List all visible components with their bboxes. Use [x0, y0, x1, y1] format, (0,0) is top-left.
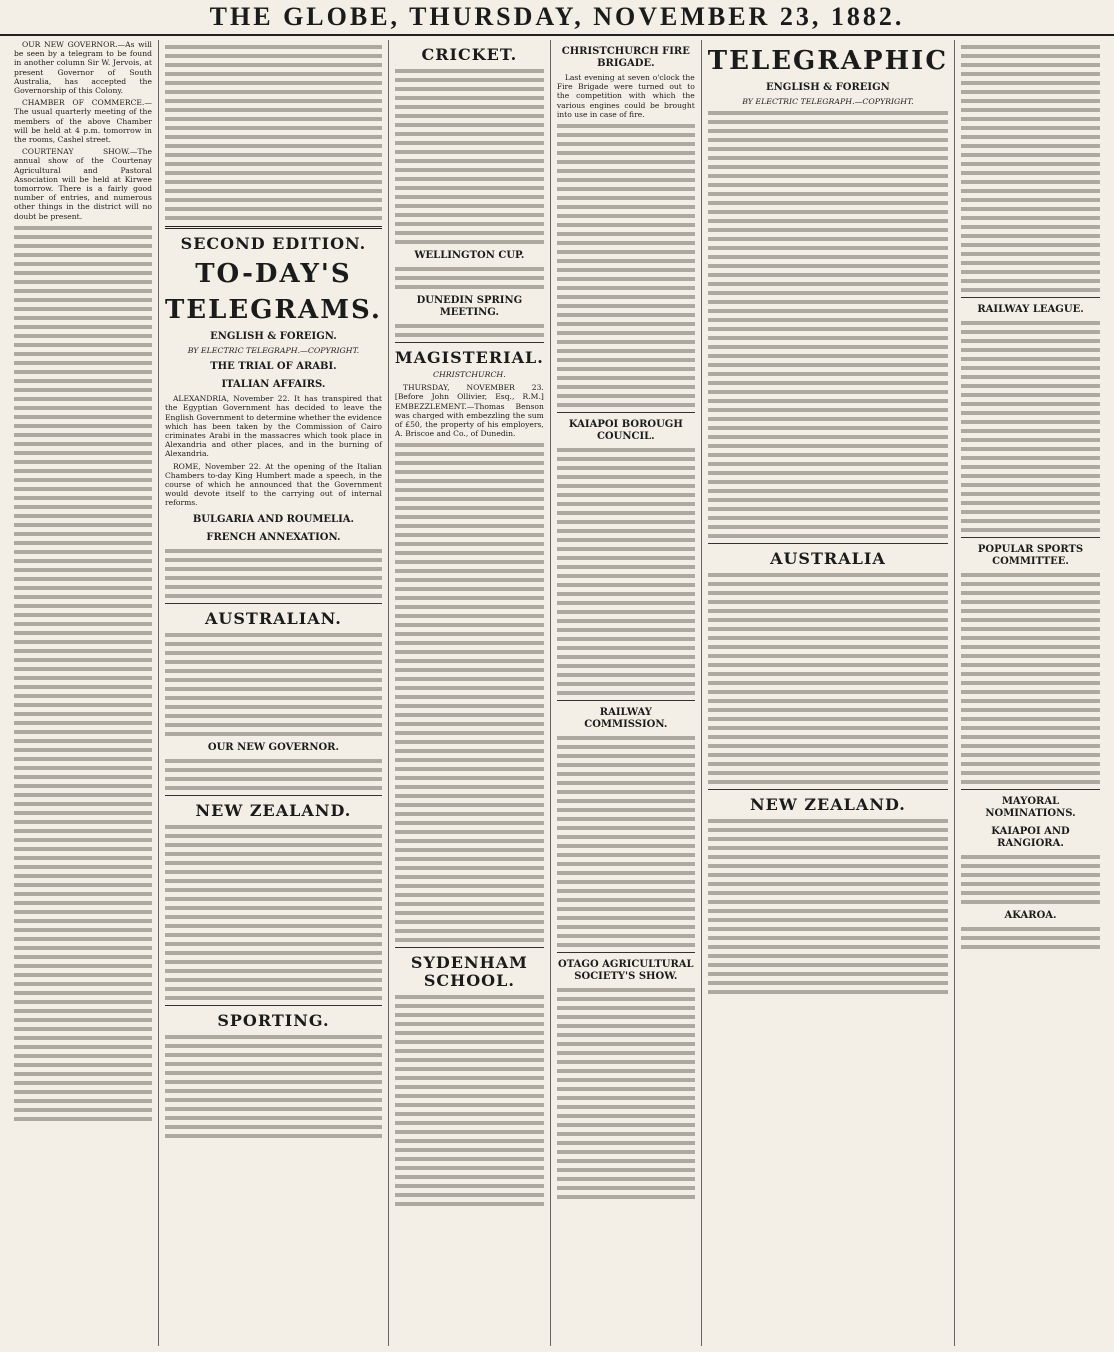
divider	[557, 412, 695, 413]
column-6	[955, 40, 1106, 1346]
divider	[165, 1005, 382, 1006]
divider	[165, 795, 382, 796]
body-text-block	[165, 633, 382, 736]
dateline: BY ELECTRIC TELEGRAPH.—COPYRIGHT.	[742, 97, 914, 106]
dateline: BY ELECTRIC TELEGRAPH.—COPYRIGHT.	[187, 346, 360, 355]
body-text-block	[165, 45, 382, 220]
section-heading-sydenham: SYDENHAM SCHOOL.	[410, 953, 528, 991]
article-paragraph: CHAMBER OF COMMERCE.—The usual quarterly meeting of the members of the above Chamber will be held at 4 p.m. tomorrow in the rooms, Cashel street.	[14, 98, 152, 145]
headline-popular-sports: POPULAR SPORTS COMMITTEE.	[977, 544, 1084, 567]
headline-akaroa: AKAROA.	[1004, 910, 1057, 921]
body-text-block	[165, 759, 382, 790]
body-text-block	[961, 573, 1100, 784]
page-columns	[8, 40, 1106, 1346]
headline-new-governor: OUR NEW GOVERNOR.	[207, 741, 339, 753]
divider	[708, 543, 948, 544]
section-heading-todays: TO-DAY'S	[195, 259, 352, 289]
article-paragraph: THURSDAY, NOVEMBER 23. [Before John Ollivier, Esq., R.M.] EMBEZZLEMENT.—Thomas Benson was charged with embezzling the sum of £50, the property of his employers, A. Briscoe and Co., of Dunedin.	[394, 383, 544, 439]
section-heading-new-zealand: NEW ZEALAND.	[750, 795, 906, 815]
headline-railway-league: RAILWAY LEAGUE.	[977, 304, 1084, 315]
column-4	[551, 40, 702, 1346]
divider	[165, 226, 382, 229]
body-text-block	[165, 549, 382, 598]
divider	[165, 603, 382, 604]
body-text-block	[557, 736, 695, 947]
body-text-block	[961, 855, 1100, 904]
headline-italian: ITALIAN AFFAIRS.	[221, 379, 326, 391]
headline-railway-commission: RAILWAY COMMISSION.	[584, 707, 668, 731]
newspaper-title: THE GLOBE, THURSDAY, NOVEMBER 23, 1882.	[209, 2, 905, 31]
headline-trial: THE TRIAL OF ARABI.	[210, 361, 337, 373]
divider	[395, 342, 544, 343]
section-heading-english-foreign: ENGLISH & FOREIGN.	[210, 331, 337, 342]
body-text-block	[14, 226, 152, 1121]
divider	[961, 537, 1100, 538]
section-heading-australia: AUSTRALIA	[770, 549, 886, 569]
body-text-block	[961, 45, 1100, 292]
article-paragraph: Last evening at seven o'clock the Fire Brigade were turned out to the competition with which the various engines could be brought into use in case of fire.	[556, 73, 695, 119]
column-3	[389, 40, 551, 1346]
body-text-block	[395, 267, 544, 289]
headline-kaiapoi-rangiora: KAIAPOI AND RANGIORA.	[991, 826, 1070, 849]
headline-fire-brigade: CHRISTCHURCH FIRE BRIGADE.	[561, 46, 690, 69]
divider	[395, 947, 544, 948]
divider	[961, 789, 1100, 790]
divider	[708, 789, 948, 790]
body-text-block	[395, 324, 544, 337]
masthead	[0, 0, 1114, 36]
body-text-block	[961, 321, 1100, 532]
divider	[557, 700, 695, 701]
article-paragraph: COURTENAY SHOW.—The annual show of the Courtenay Agricultural and Pastoral Association will be held at Kirwee tomorrow. There is a fairly good number of entries, and numerous other things in the district will no doubt be present.	[14, 147, 152, 221]
column-5	[702, 40, 955, 1346]
section-heading-second-edition: SECOND EDITION.	[180, 234, 367, 253]
section-heading-telegrams: TELEGRAMS.	[164, 295, 382, 325]
section-heading-telegraphic: TELEGRAPHIC	[707, 46, 949, 76]
headline-otago-show: OTAGO AGRICULTURAL SOCIETY'S SHOW.	[558, 959, 694, 983]
body-text-block	[395, 443, 544, 942]
section-heading-new-zealand: NEW ZEALAND.	[195, 800, 352, 820]
body-text-block	[395, 69, 544, 244]
divider	[557, 952, 695, 953]
column-2	[159, 40, 389, 1346]
article-paragraph: ALEXANDRIA, November 22. It has transpired that the Egyptian Government has decided to leave the English Government to determine whether the evidence which has been taken by the Commission of Cairo criminates Arabi in the massacres which took place in Alexandria and other places, and in the burning of Alexandria.	[164, 394, 382, 459]
section-heading-cricket: CRICKET.	[421, 45, 518, 64]
subheading-christchurch: CHRISTCHURCH.	[433, 370, 506, 379]
article-paragraph: OUR NEW GOVERNOR.—As will be seen by a telegram to be found in another column Sir W. Jervois, at present Governor of South Australia, has accepted the Governorship of this Colony.	[14, 40, 152, 96]
headline-bulgaria: BULGARIA AND ROUMELIA.	[192, 513, 354, 525]
article-paragraph: ROME, November 22. At the opening of the Italian Chambers to-day King Humbert made a speech, in the course of which he announced that the Government would devote itself to the carrying out of internal reforms.	[164, 461, 382, 508]
body-text-block	[165, 825, 382, 1000]
section-heading-english-foreign: ENGLISH & FOREIGN	[766, 82, 890, 93]
body-text-block	[961, 927, 1100, 949]
body-text-block	[165, 1035, 382, 1138]
body-text-block	[395, 995, 544, 1206]
section-heading-magisterial: MAGISTERIAL.	[394, 348, 544, 367]
headline-wellington-cup: WELLINGTON CUP.	[414, 250, 525, 261]
body-text-block	[557, 448, 695, 695]
body-text-block	[708, 573, 948, 784]
column-1	[8, 40, 159, 1346]
headline-mayoral-nominations: MAYORAL NOMINATIONS.	[985, 796, 1076, 819]
body-text-block	[557, 988, 695, 1199]
headline-french: FRENCH ANNEXATION.	[206, 531, 341, 543]
body-text-block	[708, 819, 948, 994]
body-text-block	[708, 111, 948, 538]
divider	[961, 297, 1100, 298]
section-heading-sporting: SPORTING.	[217, 1010, 330, 1030]
headline-dunedin-spring: DUNEDIN SPRING MEETING.	[416, 295, 523, 318]
headline-kaiapoi-council: KAIAPOI BOROUGH COUNCIL.	[568, 419, 683, 443]
body-text-block	[557, 124, 695, 407]
section-heading-australian: AUSTRALIAN.	[204, 608, 342, 628]
